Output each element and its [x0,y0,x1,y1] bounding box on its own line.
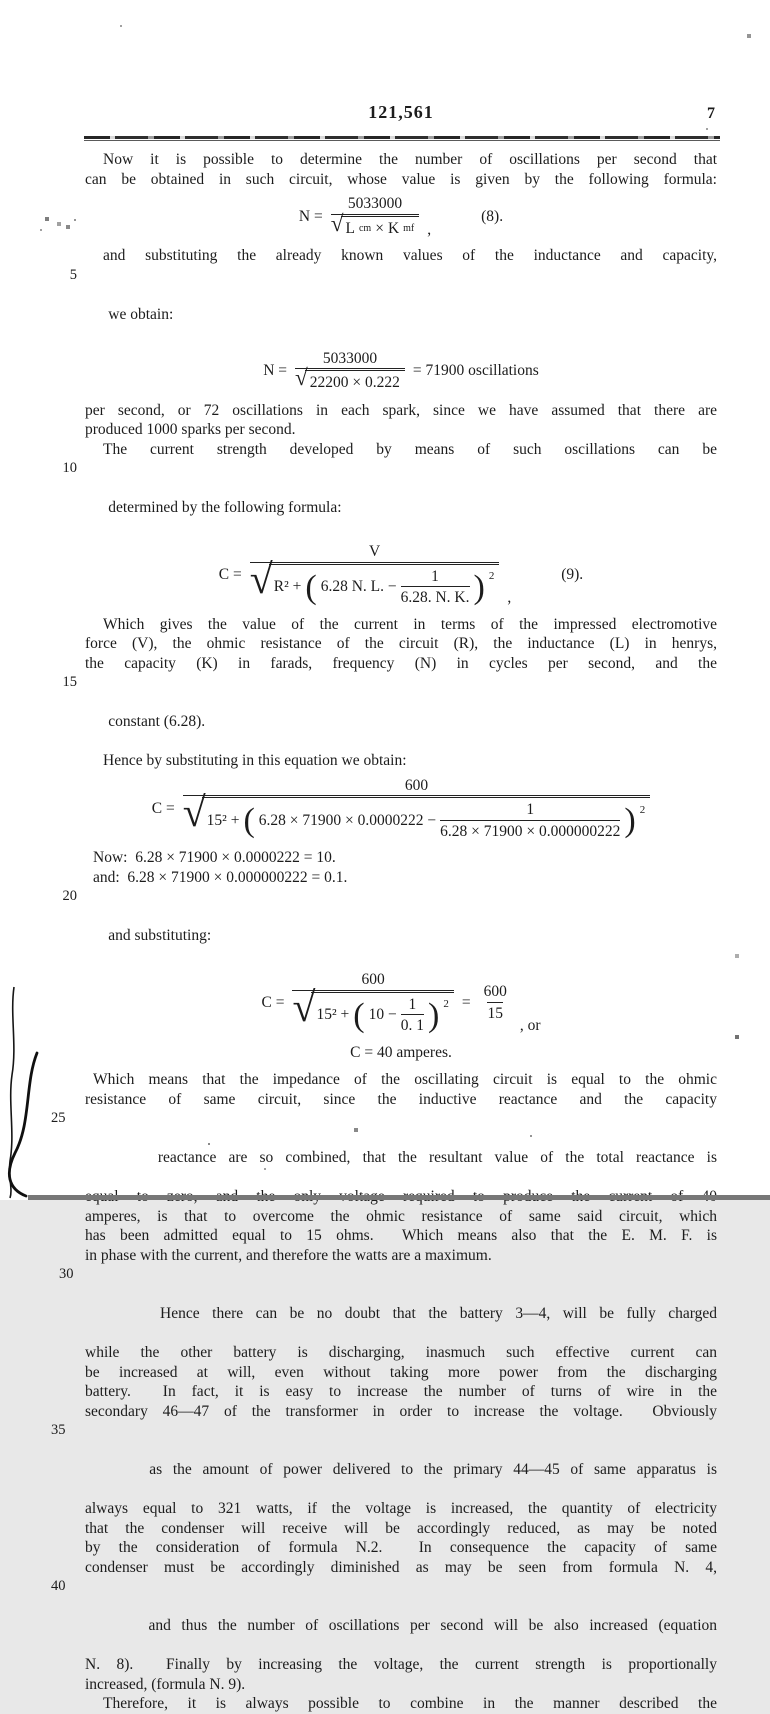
inner-fraction: $\frac{1}{6.28 \times 71900 \times 0.000000222}$ [440,801,621,840]
equals-sign: = [461,994,471,1011]
formula-lhs: N = [263,362,288,380]
text-line: 35 as the amount of power delivered to the primary 44—45 of same apparatus is [51,1422,717,1478]
formula-lhs: N = [298,207,323,225]
radical-sign: √ [249,556,273,603]
radical-sign: √ [182,790,206,836]
text-line: Which gives the value of the current in terms of the impressed electromotive [103,615,717,633]
text-line: 25 reactance are so combined, that the resultant value of the total reactance is [51,1110,718,1166]
radicand: R² + ( 6.28 N. L. − $\frac{1}{6.28. N. K.}$ ) 2 [269,564,500,608]
text-line: N. 8). Finally by increasing the voltage, the current strength is proportionally [85,1656,717,1673]
denominator [330,210,420,240]
formula-oscillations [85,349,717,394]
page-number: 7 [707,105,715,122]
denominator [292,984,453,1036]
line-number: 40 [51,1578,66,1594]
close-paren: ) [427,996,440,1034]
text-line: per second, or 72 oscillations in each spark, since we have assumed that there are [85,401,717,419]
radical-sign: √ [292,984,316,1031]
subscript: mf [403,222,415,234]
inner-fraction: $\frac{1}{0. 1}$ [400,995,424,1034]
patent-number: 121,561 [368,102,434,122]
text-line: 15 constant (6.28). [85,673,717,751]
header-rule [84,136,720,141]
text-line: 10 determined by the following formula: [85,459,717,537]
line-number: 20 [62,888,77,904]
formula-8 [85,194,717,239]
line-number: 30 [59,1266,74,1282]
text-line: that the condenser will receive will be accordingly reduced, as may be noted [85,1519,717,1537]
text-line: the capacity (K) in farads, frequency (N) in cycles per second, and the [85,654,717,672]
page-header [85,103,717,129]
exponent: 2 [443,998,449,1011]
result-fraction: $\frac{600}{15}$ [483,983,507,1022]
fraction [183,776,651,842]
formula-tag: (9). [561,566,584,583]
text-line: 20 and substituting: [85,887,717,965]
radicand: 15² + ( 10 − $\frac{1}{0. 1}$ ) 2 [311,992,453,1036]
header-rule-bottom [84,140,720,141]
radical-sign: √ [295,365,308,391]
text-line: The current strength developed by means of such oscillations can be [103,440,717,458]
text-line: force (V), the ohmic resistance of the circuit (R), the inductance (L) in henrys, [85,635,717,652]
formula-result: = 71900 oscillations [412,362,539,380]
fraction [295,349,405,394]
formula-final [85,970,717,1036]
subscript: cm [358,222,372,234]
numerator: 5033000 [347,195,403,212]
radical-sign: √ [330,210,344,237]
exponent: 2 [488,570,495,583]
numerator: 600 [361,971,385,988]
text-line: secondary 46—47 of the transformer in order to increase the voltage. Obviously [85,1402,717,1420]
text-line: produced 1000 sparks per second. [85,421,296,438]
radical [249,556,500,608]
document-body [51,150,718,1714]
radical [292,984,453,1036]
numerator: 5033000 [322,349,378,367]
radical [295,365,405,393]
fraction [250,542,500,608]
text-line: amperes, is that to overcome the ohmic resistance of same said circuit, which [85,1207,717,1225]
text-line: while the other battery is discharging, inasmuch such effective current can [85,1344,717,1361]
formula-comma: , [427,220,432,238]
open-paren: ( [353,996,365,1034]
radicand: L cm × K mf [341,216,420,239]
radicand: 15² + ( 6.28 × 71900 × 0.0000222 − $\frac{1}{6.28 \times 71900 \times 0.000000222}$ ) 2 [202,797,651,841]
text-line: Therefore, it is always possible to combine in the manner described the [103,1695,717,1712]
formula-substitution-large [85,776,717,842]
formula-lhs: C = [261,994,285,1011]
page-crease-mark [0,985,70,1200]
open-paren: ( [243,802,255,840]
line-number: 35 [51,1422,66,1438]
text-line: Hence by substituting in this equation we obtain: [103,752,407,769]
text-line: increased, (formula N. 9). [85,1675,246,1693]
text-line: be increased at will, even without taking more power from the discharging [85,1363,717,1381]
text-line: Now: 6.28 × 71900 × 0.0000222 = 10. [93,849,336,866]
text-line: and: 6.28 × 71900 × 0.000000222 = 0.1. [93,868,348,886]
formula-9 [85,542,717,608]
text-line: can be obtained in such circuit, whose value is given by the following formula: [85,170,717,188]
numerator: 600 [404,776,429,794]
header-rule-top [84,136,720,139]
denominator [182,790,651,841]
formula-lhs: C = [151,799,175,817]
text-line: in phase with the current, and therefore the watts are a maximum. [85,1246,492,1264]
text-line: 5 we obtain: [85,266,717,344]
numerator: V [368,543,381,560]
line-number: 25 [51,1110,66,1126]
text-line: battery. In fact, it is easy to increase the number of turns of wire in the [85,1383,717,1400]
scan-edge-bar [28,1195,770,1200]
text-line: Which means that the impedance of the oscillating circuit is equal to the ohmic [93,1071,717,1088]
formula-result-line: C = 40 amperes. [350,1043,452,1061]
line-number: 5 [69,266,77,283]
line-number: 10 [62,460,77,476]
close-paren: ) [624,802,636,840]
text-line: by the consideration of formula N.2. In consequence the capacity of same [85,1539,717,1556]
denominator [295,365,405,394]
text-line: Now it is possible to determine the number of oscillations per second that [103,151,717,168]
scan-noise-specks [0,0,2,2]
line-number: 15 [62,674,77,690]
text-line: always equal to 321 watts, if the voltage is increased, the quantity of electricity [85,1500,717,1517]
text-line: 40 and thus the number of oscillations per second will be also increased (equation [51,1578,717,1634]
exponent: 2 [639,803,646,816]
radicand: 22200 × 0.222 [305,370,405,393]
fraction [292,970,453,1036]
text-line: has been admitted equal to 15 ohms. Which means also that the E. M. F. is [85,1227,717,1244]
radical [182,790,651,841]
inner-fraction: $\frac{1}{6.28. N. K.}$ [400,567,470,606]
fraction [331,194,420,239]
close-paren: ) [473,568,485,606]
text-line: condenser must be accordingly diminished as may be seen from formula N. 4, [85,1558,717,1576]
text-line: and substituting the already known values of the inductance and capacity, [103,247,717,264]
text-line: resistance of same circuit, since the inductive reactance and the capacity [85,1090,717,1108]
formula-comma: , [507,589,512,606]
radical [330,210,420,239]
formula-suffix: , or [519,1017,541,1034]
denominator [249,556,500,608]
text-line: 30 Hence there can be no doubt that the battery 3—4, will be fully charged [85,1265,717,1343]
open-paren: ( [305,568,317,606]
formula-tag: (8). [481,207,504,225]
formula-lhs: C = [218,566,242,583]
